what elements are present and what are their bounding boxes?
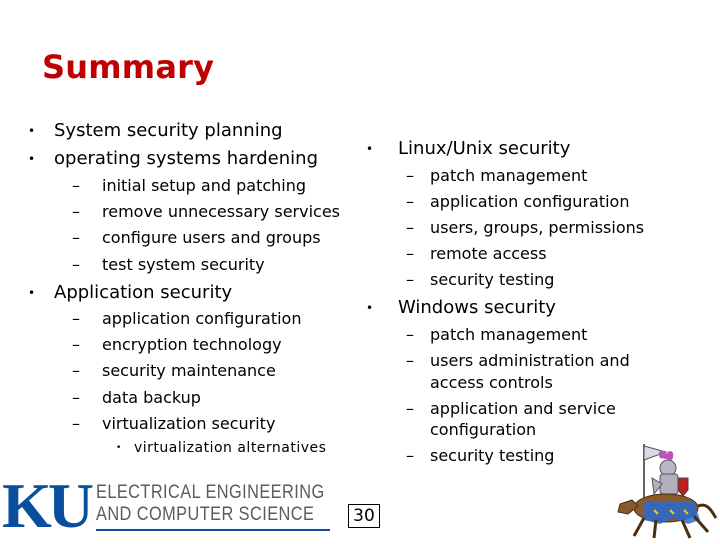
sub-item-text: security testing <box>430 270 555 289</box>
dash-icon: – <box>72 255 80 274</box>
dash-icon: – <box>406 218 414 237</box>
sub-item-text: initial setup and patching <box>102 176 307 195</box>
sub-item-text: patch management <box>430 325 588 344</box>
sub-item-text: encryption technology <box>102 335 282 354</box>
dash-icon: – <box>406 244 414 263</box>
dash-icon: – <box>72 202 80 221</box>
bullet-icon: • <box>366 142 374 156</box>
slide-title: Summary <box>42 48 215 86</box>
sub-item-text: remove unnecessary services <box>102 202 341 221</box>
sub-item-text: application and service <box>430 399 616 418</box>
bullet-text: operating systems hardening <box>54 148 318 169</box>
department-line-1: ELECTRICAL ENGINEERING <box>96 482 325 503</box>
bullet-icon: • <box>28 124 36 138</box>
sub-item-text: virtualization security <box>102 414 276 433</box>
dash-icon: – <box>72 388 80 407</box>
bullet-icon: • <box>28 286 36 300</box>
dash-icon: – <box>72 361 80 380</box>
bullet-icon: • <box>116 443 122 453</box>
sub-item-text: application configuration <box>430 192 630 211</box>
bullet-text: Windows security <box>398 297 556 318</box>
knight-on-horse-icon <box>604 440 720 540</box>
sub-item-text: security testing <box>430 446 555 465</box>
ku-logo-mark: KU <box>2 470 90 541</box>
sub-item-text: security maintenance <box>102 361 276 380</box>
bullet-icon: • <box>28 152 36 166</box>
sub-item-text: patch management <box>430 166 588 185</box>
sub-item-text: data backup <box>102 388 201 407</box>
dash-icon: – <box>406 399 414 418</box>
dash-icon: – <box>72 176 80 195</box>
dash-icon: – <box>406 192 414 211</box>
dash-icon: – <box>72 228 80 247</box>
dash-icon: – <box>72 335 80 354</box>
dash-icon: – <box>406 325 414 344</box>
dash-icon: – <box>406 446 414 465</box>
page-number: 30 <box>348 504 380 528</box>
dash-icon: – <box>406 351 414 370</box>
bullet-text: Linux/Unix security <box>398 138 571 159</box>
dash-icon: – <box>72 309 80 328</box>
sub-sub-item-text: virtualization alternatives <box>134 440 327 456</box>
sub-item-text: access controls <box>430 373 553 392</box>
sub-item-text: users administration and <box>430 351 630 370</box>
sub-item-text: configure users and groups <box>102 228 321 247</box>
department-name <box>96 482 325 526</box>
department-line-2: AND COMPUTER SCIENCE <box>96 504 315 525</box>
sub-item-text: remote access <box>430 244 547 263</box>
bullet-icon: • <box>366 301 374 315</box>
dash-icon: – <box>72 414 80 433</box>
dash-icon: – <box>406 166 414 185</box>
bullet-text: Application security <box>54 282 233 303</box>
bullet-text: System security planning <box>54 120 283 141</box>
ku-eecs-logo <box>0 472 330 540</box>
logo-rule <box>96 529 330 531</box>
sub-item-text: application configuration <box>102 309 302 328</box>
sub-item-text: test system security <box>102 255 265 274</box>
dash-icon: – <box>406 270 414 289</box>
sub-item-text: users, groups, permissions <box>430 218 645 237</box>
sub-item-text: configuration <box>430 420 537 439</box>
